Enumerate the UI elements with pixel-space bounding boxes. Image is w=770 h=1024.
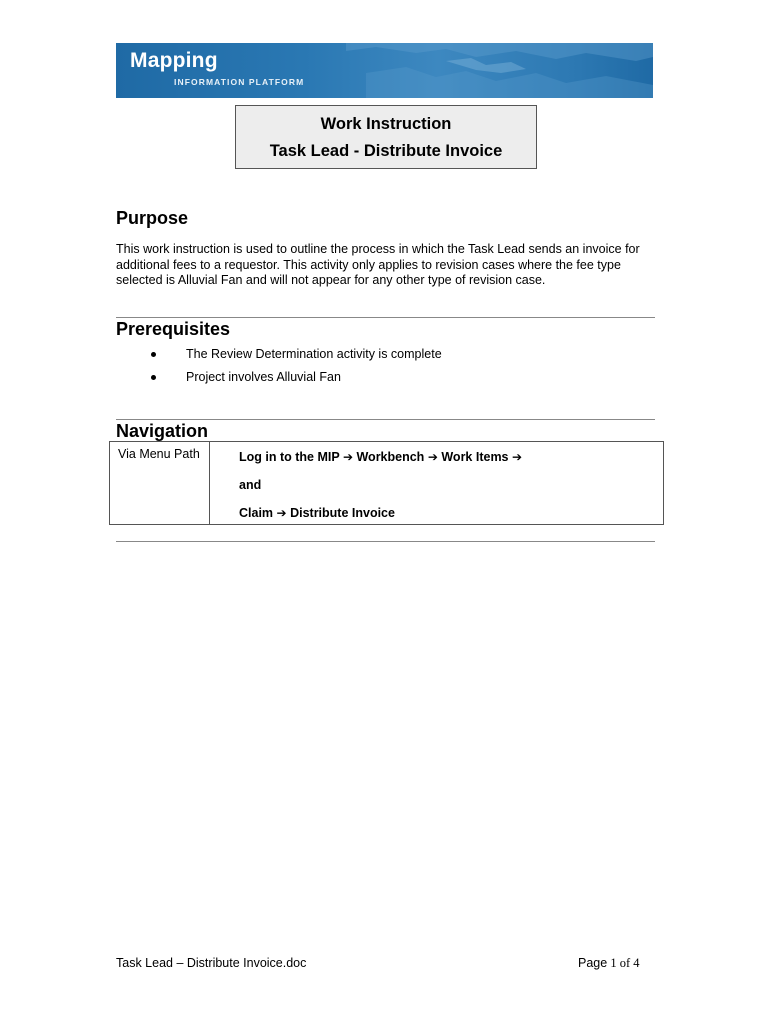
prerequisites-heading: Prerequisites <box>116 319 231 339</box>
bullet-icon <box>151 352 156 357</box>
logo-wordmark: Mapping <box>130 49 218 72</box>
footer-filename: Task Lead – Distribute Invoice.doc <box>116 956 307 970</box>
document-title-box <box>235 105 537 169</box>
document-title-line2: Task Lead - Distribute Invoice <box>269 142 503 160</box>
section-divider <box>116 541 655 542</box>
document-title-line1: Work Instruction <box>320 115 452 133</box>
prerequisites-list <box>148 347 442 393</box>
header-banner <box>116 43 653 98</box>
bullet-icon <box>151 375 156 380</box>
menu-path-line1: Log in to the MIP ➔ Workbench ➔ Work Items ➔ <box>239 450 523 464</box>
arrow-right-icon: ➔ <box>427 450 438 464</box>
purpose-text: This work instruction is used to outline the process in which the Task Lead sends an invoice for additional fees to a requestor. This activity only applies to revision cases where the fee type selected is Alluvial Fan and will not appear for any other type of revision case. <box>116 242 640 287</box>
arrow-right-icon: ➔ <box>342 450 353 464</box>
menu-path-and: and <box>239 478 262 492</box>
table-column-divider <box>209 442 210 524</box>
navigation-table <box>109 441 664 525</box>
menu-path-label: Via Menu Path <box>118 447 200 461</box>
logo-subtitle: INFORMATION PLATFORM <box>174 77 305 87</box>
footer-page-number: Page 1 of 4 <box>578 956 640 970</box>
navigation-heading: Navigation <box>116 421 209 441</box>
arrow-right-icon: ➔ <box>512 450 523 464</box>
purpose-heading: Purpose <box>116 208 189 228</box>
section-divider <box>116 419 655 420</box>
menu-path-line2: Claim ➔ Distribute Invoice <box>239 506 395 520</box>
arrow-right-icon: ➔ <box>276 506 287 520</box>
list-item: Project involves Alluvial Fan <box>148 370 442 393</box>
list-item: The Review Determination activity is complete <box>148 347 442 370</box>
section-divider <box>116 317 655 318</box>
